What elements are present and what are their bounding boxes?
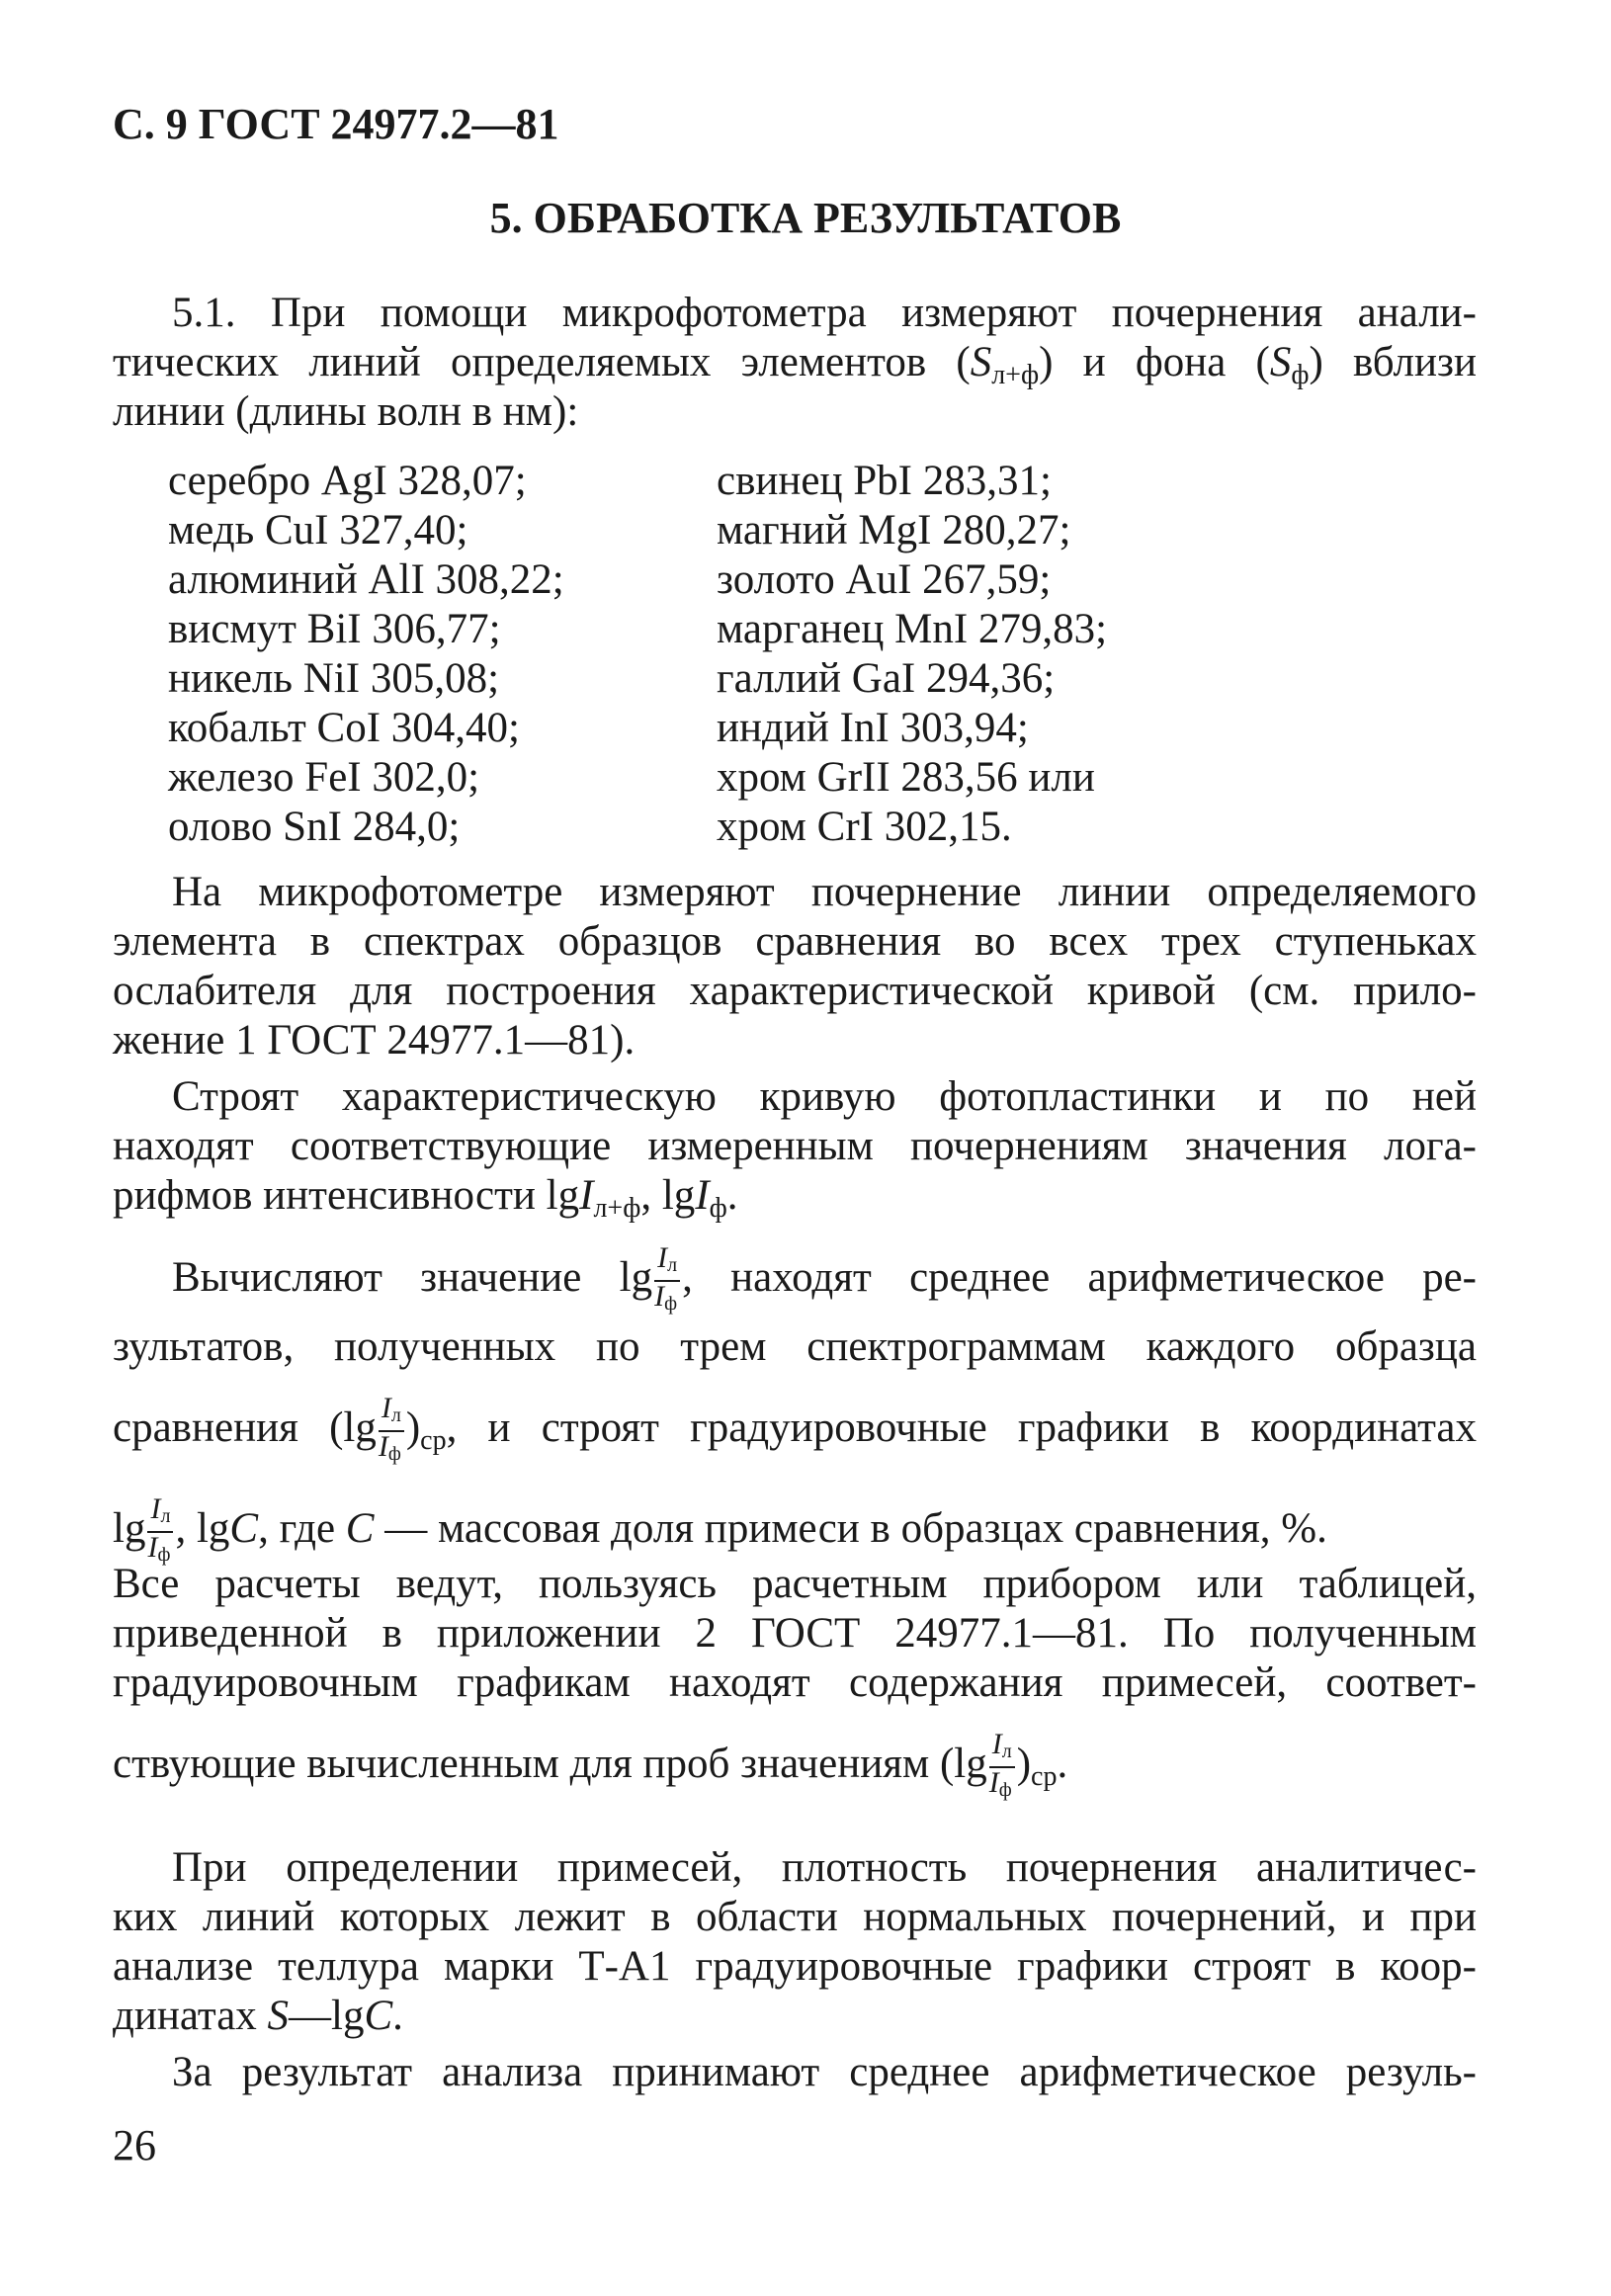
element-line: висмут BiI 306,77; <box>168 606 501 652</box>
text-span: —lg <box>289 1993 365 2039</box>
fraction-il-if <box>379 1394 404 1469</box>
symbol-i: I <box>988 1766 999 1799</box>
fraction-denominator <box>654 1282 680 1318</box>
text-span: Вычисляют значение lg <box>172 1253 653 1301</box>
fraction-numerator <box>654 1243 680 1282</box>
paragraph-line: ствующие вычисленным для проб значениям (lg $\frac{Iл}{Iф}$ )$_{ср}$. <box>113 1730 1477 1789</box>
subscript: л <box>1001 1741 1012 1762</box>
text-span: динатах <box>113 1993 268 2039</box>
paragraph-line: приведенной в приложении 2 ГОСТ 24977.1—81. По полученным <box>113 1610 1477 1657</box>
element-line: золото AuI 267,59; <box>717 556 1052 603</box>
paragraph-5-1 <box>113 289 1477 437</box>
paragraph-line: сравнения (lg $\frac{Iл}{Iф}$ )$_{ср}$, и строят градуировочные графики в координатах <box>113 1394 1477 1453</box>
fraction-numerator <box>379 1394 404 1432</box>
text-span: . <box>1057 1740 1068 1787</box>
subscript: ср <box>1031 1760 1058 1792</box>
element-line: никель NiI 305,08; <box>168 655 500 702</box>
subscript: ф <box>387 1443 401 1465</box>
text-span: lg <box>113 1504 146 1552</box>
subscript: ф <box>998 1779 1012 1801</box>
paragraph-line: находят соответствующие измеренным почернениям значения лога- <box>113 1123 1477 1169</box>
paragraph-line: Строят характеристическую кривую фотопластинки и по ней <box>172 1073 1477 1120</box>
paragraph-line <box>113 338 1477 390</box>
paragraph-line <box>113 1171 1477 1224</box>
element-line: индий InI 303,94; <box>717 705 1029 751</box>
symbol-i: I <box>381 1392 391 1424</box>
element-line: марганец MnI 279,83; <box>717 606 1108 652</box>
paragraph-4 <box>113 1241 1478 1801</box>
fraction-il-if <box>989 1730 1015 1805</box>
paragraph-line: Все расчеты ведут, пользуясь расчетным прибором или таблицей, <box>113 1561 1477 1607</box>
subscript: ф <box>709 1193 727 1224</box>
paragraph-line: ких линий которых лежит в области нормальных почернений, и при <box>113 1894 1477 1940</box>
text-span: тических линий определяемых элементов ( <box>113 339 971 385</box>
symbol-i: I <box>657 1241 668 1274</box>
paragraph-6 <box>113 2048 1477 2097</box>
element-line: свинец PbI 283,31; <box>717 458 1052 504</box>
section-title: 5. ОБРАБОТКА РЕЗУЛЬТАТОВ <box>489 194 1122 242</box>
element-line: серебро AgI 328,07; <box>168 458 527 504</box>
text-span: ) вблизи <box>1309 339 1477 385</box>
fraction-il-if <box>654 1243 680 1318</box>
paragraph-2 <box>113 868 1477 1065</box>
subscript: ср <box>420 1424 447 1456</box>
text-span: ствующие вычисленным для проб значениям (lg <box>113 1740 987 1787</box>
element-line: алюминий AlI 308,22; <box>168 556 564 603</box>
symbol-s: S <box>267 1993 290 2039</box>
element-line: галлий GaI 294,36; <box>717 655 1056 702</box>
symbol-i: I <box>579 1172 594 1219</box>
subscript: ф <box>1291 360 1310 390</box>
text-span: , lg <box>175 1504 230 1552</box>
element-list-right <box>717 457 1107 852</box>
text-span: . <box>392 1993 403 2039</box>
page-number: 26 <box>113 2121 156 2169</box>
text-span: рифмов интенсивности lg <box>113 1172 580 1219</box>
paragraph-line: анализе теллура марки Т-А1 градуировочные графики строят в коор- <box>113 1943 1477 1990</box>
symbol-i: I <box>378 1430 388 1463</box>
symbol-i: I <box>654 1280 665 1313</box>
element-line: железо FeI 302,0; <box>168 754 480 801</box>
element-line: хром GrII 283,56 или <box>717 754 1095 801</box>
text-span: , находят среднее арифметическое ре- <box>682 1253 1478 1301</box>
subscript: л+ф <box>593 1193 641 1224</box>
symbol-s: S <box>1269 339 1292 385</box>
subscript: л <box>390 1404 401 1426</box>
element-line: кобальт CoI 304,40; <box>168 705 520 751</box>
paragraph-line: ослабителя для построения характеристической кривой (см. прило- <box>113 968 1477 1014</box>
symbol-s: S <box>970 339 992 385</box>
text-span: — массовая доля примеси в образцах сравнения, %. <box>374 1504 1327 1552</box>
element-line: медь CuI 327,40; <box>168 507 468 553</box>
element-line: магний MgI 280,27; <box>717 507 1071 553</box>
symbol-i: I <box>991 1728 1002 1760</box>
fraction-denominator <box>989 1768 1015 1805</box>
text-span: , и строят градуировочные графики в координатах <box>446 1403 1478 1451</box>
paragraph-line <box>113 1492 1477 1566</box>
symbol-c: C <box>364 1993 393 2039</box>
paragraph-line: За результат анализа принимают среднее арифметическое резуль- <box>172 2049 1477 2095</box>
symbol-c: C <box>345 1504 375 1552</box>
text-span: ) и фона ( <box>1039 339 1270 385</box>
symbol-i: I <box>150 1492 161 1525</box>
paragraph-5 <box>113 1843 1477 2041</box>
fraction-numerator <box>147 1494 173 1533</box>
symbol-i: I <box>147 1531 158 1564</box>
text-span: , где <box>258 1504 346 1552</box>
symbol-i: I <box>695 1172 710 1219</box>
page-header: С. 9 ГОСТ 24977.2—81 <box>113 100 559 148</box>
text-span: . <box>726 1172 738 1219</box>
fraction-numerator <box>989 1730 1015 1768</box>
element-list-left <box>168 457 564 852</box>
paragraph-line: линии (длины волн в нм): <box>113 388 579 435</box>
symbol-c: C <box>229 1504 259 1552</box>
subscript: ф <box>664 1293 678 1315</box>
paragraph-line <box>113 1992 1477 2041</box>
paragraph-line: На микрофотометре измеряют почернение линии определяемого <box>172 869 1477 915</box>
paragraph-line: При определении примесей, плотность почернения аналитичес- <box>172 1844 1477 1891</box>
paragraph-line: элемента в спектрах образцов сравнения во всех трех ступеньках <box>113 918 1477 965</box>
element-line: хром CrI 302,15. <box>717 804 1012 850</box>
subscript: ф <box>157 1544 171 1566</box>
subscript: л <box>667 1254 678 1276</box>
text-span: , lg <box>640 1172 696 1219</box>
paragraph-3 <box>113 1072 1477 1224</box>
subscript: л <box>160 1505 171 1527</box>
fraction-il-if <box>147 1494 173 1570</box>
fraction-denominator <box>379 1432 404 1469</box>
paragraph-line <box>113 1241 1478 1315</box>
subscript: л+ф <box>991 360 1040 390</box>
paragraph-line: 5.1. При помощи микрофотометра измеряют почернения анали- <box>172 290 1477 336</box>
text-span: сравнения (lg <box>113 1403 377 1451</box>
element-line: олово SnI 284,0; <box>168 804 461 850</box>
paragraph-line: градуировочным графикам находят содержания примесей, соответ- <box>113 1659 1477 1706</box>
paragraph-line: жение 1 ГОСТ 24977.1—81). <box>113 1017 636 1063</box>
paragraph-line: зультатов, полученных по трем спектрограммам каждого образца <box>113 1323 1477 1370</box>
